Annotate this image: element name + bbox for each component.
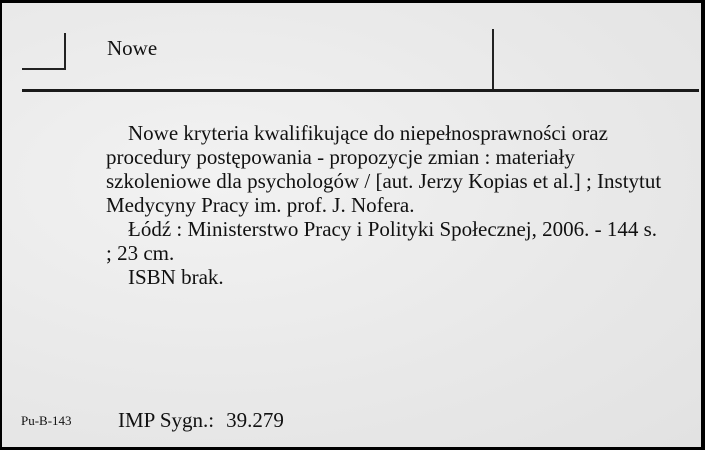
publication-info: Łódź : Ministerstwo Pracy i Polityki Społecznej, 2006. - 144 s. ; 23 cm. (106, 217, 658, 265)
vertical-divider (492, 29, 494, 89)
shelf-signature: Pu-B-143 (21, 413, 72, 428)
horizontal-divider (22, 89, 699, 92)
call-number-line (118, 408, 284, 432)
corner-mark (22, 33, 66, 70)
card-heading: Nowe (107, 36, 158, 60)
call-number-label: IMP Sygn.: (118, 408, 215, 432)
card-body (106, 121, 666, 289)
call-number-value: 39.279 (226, 408, 284, 432)
title-description: Nowe kryteria kwalifikujące do niepełnosprawności oraz procedury postępowania - propozycje zmian : materiały szkoleniowe dla psychologów / [aut. Jerzy Kopias et al.] ; Instytut Medycyny Pracy im. prof. J. Nofera. (106, 121, 662, 217)
isbn-note: ISBN brak. (128, 265, 224, 289)
catalog-card (2, 3, 701, 447)
